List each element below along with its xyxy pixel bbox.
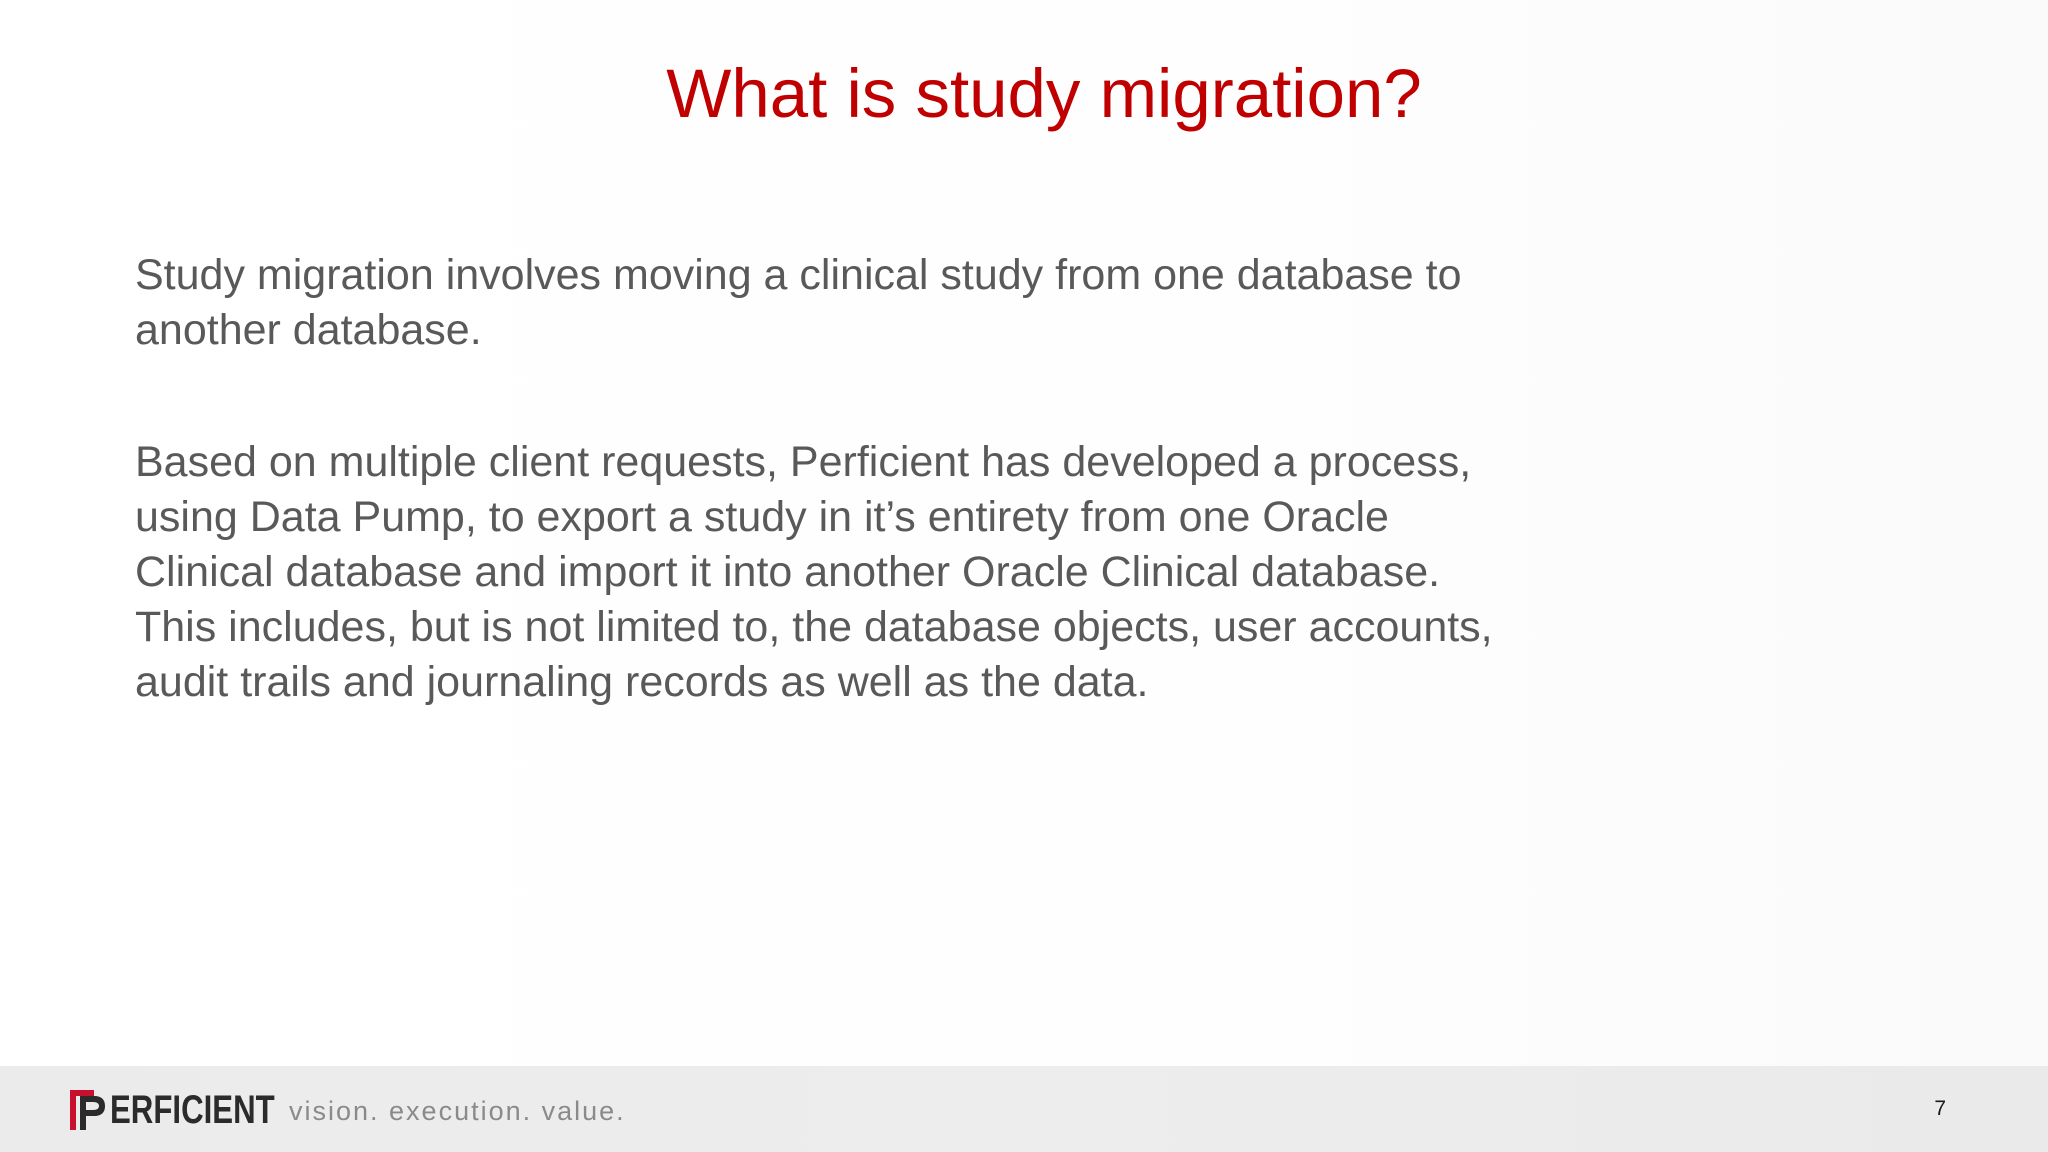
- paragraph-2-line-4: This includes, but is not limited to, the database objects, user accounts,: [135, 603, 1493, 651]
- logo-wordmark: ERFICIENT: [110, 1088, 275, 1132]
- slide-body: [135, 248, 1695, 710]
- paragraph-1-line-2: another database.: [135, 306, 482, 354]
- perficient-p-logo-icon: [68, 1088, 108, 1132]
- paragraph-2-line-5: audit trails and journaling records as well as the data.: [135, 658, 1149, 706]
- paragraph-1: [135, 248, 1695, 358]
- paragraph-1-line-1: Study migration involves moving a clinical study from one database to: [135, 251, 1462, 299]
- paragraph-2: [135, 435, 1695, 710]
- paragraph-2-line-2: using Data Pump, to export a study in it’s entirety from one Oracle: [135, 493, 1389, 541]
- slide-title: What is study migration?: [666, 55, 1422, 132]
- perficient-logo: [68, 1088, 321, 1132]
- tagline: vision. execution. value.: [289, 1096, 626, 1126]
- page-number: 7: [1934, 1097, 1946, 1120]
- slide-footer: [0, 1066, 2048, 1152]
- paragraph-2-line-1: Based on multiple client requests, Perficient has developed a process,: [135, 438, 1472, 486]
- paragraph-2-line-3: Clinical database and import it into another Oracle Clinical database.: [135, 548, 1441, 596]
